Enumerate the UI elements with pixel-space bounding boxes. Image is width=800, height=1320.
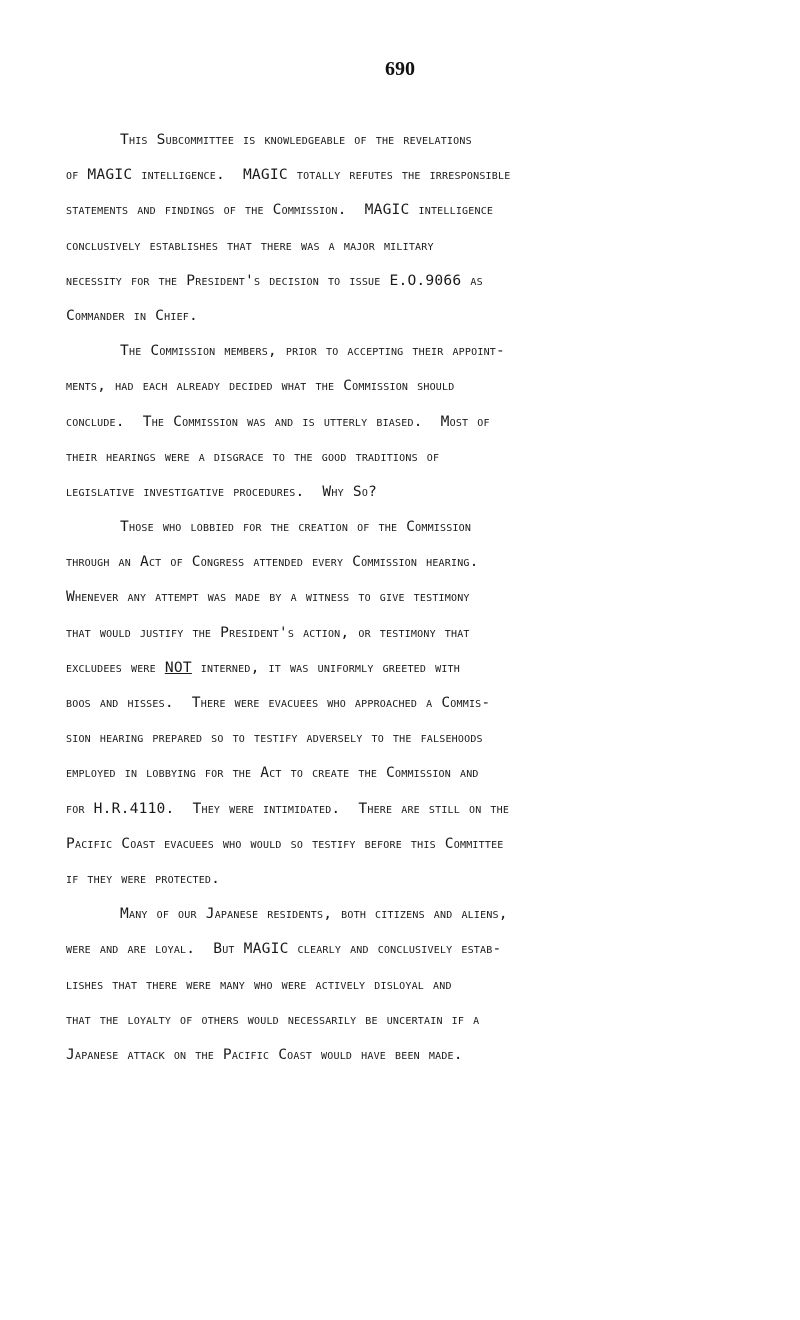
text-line: conclusively establishes that there was a major military [66, 236, 434, 254]
text-line: Those who lobbied for the creation of the Commission [120, 518, 472, 536]
paragraph [66, 122, 756, 333]
document-body [66, 122, 756, 1072]
text-line: statements and findings of the Commission. MAGIC intelligence [66, 201, 494, 219]
text-line: Pacific Coast evacuees who would so testify before this Committee [66, 834, 504, 852]
text-line: their hearings were a disgrace to the good traditions of [66, 447, 440, 465]
text-line: if they were protected. [66, 869, 221, 887]
text-line: necessity for the President's decision to issue E.O.9066 as [66, 271, 483, 289]
text-line: The Commission members, prior to accepting their appoint- [120, 342, 505, 360]
text-line: excludees were NOT interned, it was uniformly greeted with [66, 658, 460, 676]
paragraph [66, 333, 756, 509]
text-line: lishes that there were many who were actively disloyal and [66, 975, 452, 993]
text-line: boos and hisses. There were evacuees who approached a Commis- [66, 694, 491, 711]
text-line: Many of our Japanese residents, both citizens and aliens, [120, 905, 508, 923]
emphasis-underline: NOT [164, 658, 192, 676]
text-line: employed in lobbying for the Act to create the Commission and [66, 764, 479, 782]
text-line: Whenever any attempt was made by a witness to give testimony [66, 588, 470, 606]
text-line: of MAGIC intelligence. MAGIC totally refutes the irresponsible [66, 166, 511, 184]
paragraph [66, 896, 756, 1072]
text-line: Commander in Chief. [66, 306, 199, 324]
text-line: sion hearing prepared so to testify adversely to the falsehoods [66, 729, 483, 747]
text-line: that the loyalty of others would necessarily be uncertain if a [66, 1010, 480, 1028]
paragraph [66, 509, 756, 896]
text-line: were and are loyal. But MAGIC clearly and conclusively estab- [66, 940, 502, 958]
text-line: for H.R.4110. They were intimidated. There are still on the [66, 799, 510, 817]
text-line: This Subcommittee is knowledgeable of the revelations [120, 131, 472, 148]
text-line: legislative investigative procedures. Why So? [66, 482, 378, 500]
text-line: ments, had each already decided what the Commission should [66, 377, 455, 395]
page-number: 690 [385, 58, 415, 80]
text-line: through an Act of Congress attended every Commission hearing. [66, 553, 479, 571]
text-line: Japanese attack on the Pacific Coast would have been made. [66, 1045, 463, 1063]
text-line: conclude. The Commission was and is utterly biased. Most of [66, 412, 490, 430]
text-line: that would justify the President's action, or testimony that [66, 623, 470, 641]
